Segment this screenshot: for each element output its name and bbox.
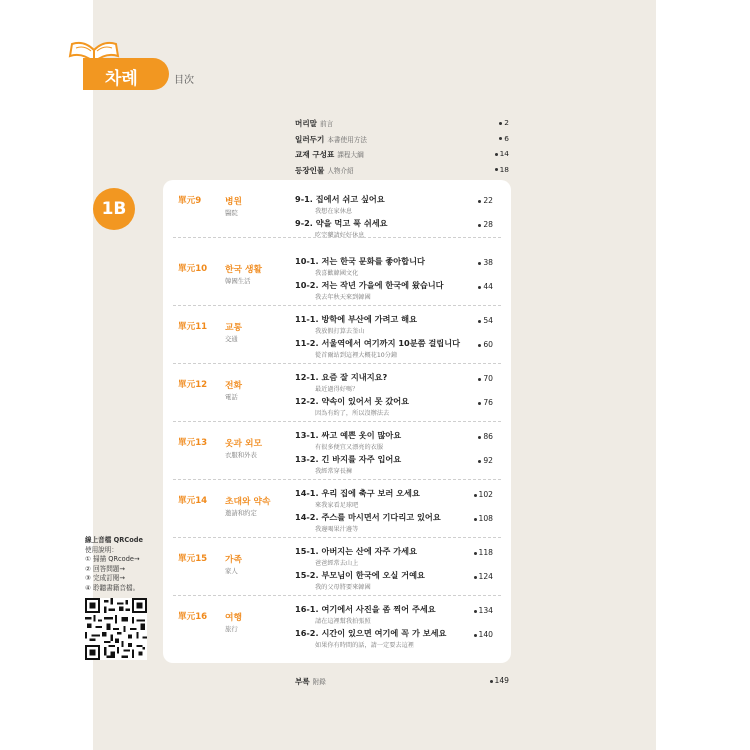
lesson-subtitle: 最近過得好嗎？ xyxy=(315,386,359,393)
lesson-item[interactable] xyxy=(295,570,505,591)
unit-section xyxy=(163,422,511,480)
lesson-item[interactable] xyxy=(295,512,505,533)
lesson-title: 10-1. 저는 한국 문화를 좋아합니다 xyxy=(295,256,425,266)
lesson-title: 13-2. 긴 바지를 자주 입어요 xyxy=(295,454,402,464)
lesson-subtitle: 我想在家休息 xyxy=(315,208,353,215)
unit-subtitle: 家人 xyxy=(225,567,238,575)
qr-code-icon[interactable] xyxy=(85,598,147,660)
lesson-subtitle: 如果你有時間的話，請一定要去這裡 xyxy=(315,642,414,649)
divider xyxy=(173,237,501,238)
page-number: 2 xyxy=(504,118,509,127)
page-number: 14 xyxy=(499,149,509,158)
lesson-title: 12-2. 약속이 있어서 못 갔어요 xyxy=(295,396,410,406)
lesson-subtitle: 來我家看足球吧 xyxy=(315,502,359,509)
lesson-subtitle: 因為有約了，所以沒辦法去 xyxy=(315,410,390,417)
bullet-dot-icon xyxy=(478,262,481,265)
unit-title: 가족 xyxy=(225,555,242,565)
unit-section xyxy=(163,364,511,422)
bullet-dot-icon xyxy=(478,344,481,347)
unit-title: 옷과 외모 xyxy=(225,439,263,449)
lesson-item[interactable] xyxy=(295,256,505,277)
lesson-item[interactable] xyxy=(295,546,505,567)
lesson-subtitle: 我邊喝果汁邊等 xyxy=(315,526,359,533)
lesson-title: 9-1. 집에서 쉬고 싶어요 xyxy=(295,194,385,204)
unit-title: 교통 xyxy=(225,323,242,333)
page-title: 차례 xyxy=(105,69,138,89)
qr-instructions xyxy=(85,536,143,593)
unit-subtitle: 醫院 xyxy=(225,209,238,217)
lesson-item[interactable] xyxy=(295,604,505,625)
lesson-title: 11-1. 방학에 부산에 가려고 해요 xyxy=(295,314,418,324)
unit-section xyxy=(163,480,511,538)
lesson-title: 12-1. 요즘 잘 지내지요? xyxy=(295,372,388,382)
lesson-title: 16-1. 여기에서 사진을 좀 찍어 주세요 xyxy=(295,604,436,614)
lesson-title: 16-2. 시간이 있으면 여기에 꼭 가 보세요 xyxy=(295,628,447,638)
lesson-title: 15-2. 부모님이 한국에 오실 거예요 xyxy=(295,570,425,580)
lesson-title: 13-1. 싸고 예쁜 옷이 많아요 xyxy=(295,430,402,440)
unit-subtitle: 韓國生活 xyxy=(225,277,251,285)
unit-label: 單元14 xyxy=(178,496,208,506)
front-matter-item[interactable]: 교재 구성표 課程大綱 14 xyxy=(295,149,509,159)
lesson-subtitle: 請在這裡幫我拍張照 xyxy=(315,618,371,625)
page-number: 60 xyxy=(483,340,493,349)
bullet-dot-icon xyxy=(474,634,477,637)
page-number: 118 xyxy=(478,548,493,557)
unit-title: 한국 생활 xyxy=(225,265,263,275)
qr-title: 線上音檔 QRCode xyxy=(85,536,143,544)
unit-label: 單元12 xyxy=(178,380,208,390)
bullet-dot-icon xyxy=(474,552,477,555)
bullet-dot-icon xyxy=(495,168,498,171)
lesson-item[interactable] xyxy=(295,218,505,239)
page-number: 54 xyxy=(483,316,493,325)
bullet-dot-icon xyxy=(478,402,481,405)
page-number: 149 xyxy=(494,676,509,685)
page-number: 108 xyxy=(478,514,493,523)
bullet-dot-icon xyxy=(478,224,481,227)
page-number: 76 xyxy=(483,398,493,407)
lesson-subtitle: 我的父母將要來韓國 xyxy=(315,584,371,591)
bullet-dot-icon xyxy=(499,122,502,125)
page-number: 92 xyxy=(483,456,493,465)
lesson-item[interactable] xyxy=(295,396,505,417)
lesson-item[interactable] xyxy=(295,430,505,451)
unit-subtitle: 電話 xyxy=(225,393,238,401)
page-number: 124 xyxy=(478,572,493,581)
page-number: 102 xyxy=(478,490,493,499)
lesson-subtitle: 我去年秋天來到韓國 xyxy=(315,294,371,301)
unit-label: 單元11 xyxy=(178,322,208,332)
bullet-dot-icon xyxy=(474,576,477,579)
bullet-dot-icon xyxy=(478,460,481,463)
lesson-title: 14-1. 우리 집에 축구 보러 오세요 xyxy=(295,488,420,498)
page-number: 134 xyxy=(478,606,493,615)
lesson-item[interactable] xyxy=(295,338,505,359)
unit-subtitle: 交通 xyxy=(225,335,238,343)
front-matter-item[interactable]: 일러두기 本書使用方法 6 xyxy=(295,133,509,144)
units-card xyxy=(163,180,511,663)
qr-subtitle: 使用說明： xyxy=(85,545,118,554)
unit-label: 單元15 xyxy=(178,554,208,564)
bullet-dot-icon xyxy=(478,286,481,289)
page-number: 140 xyxy=(478,630,493,639)
page-number: 70 xyxy=(483,374,493,383)
page-number: 18 xyxy=(499,164,509,174)
page-title-zh: 目次 xyxy=(174,75,194,86)
lesson-item[interactable] xyxy=(295,372,505,393)
unit-label: 單元16 xyxy=(178,612,208,622)
unit-label: 單元10 xyxy=(178,264,208,274)
lesson-item[interactable] xyxy=(295,488,505,509)
bullet-dot-icon xyxy=(478,320,481,323)
bullet-dot-icon xyxy=(478,200,481,203)
lesson-subtitle: 我經常穿長褲 xyxy=(315,468,353,475)
unit-subtitle: 旅行 xyxy=(225,625,238,633)
unit-title: 전화 xyxy=(225,381,242,391)
unit-section xyxy=(163,180,511,238)
bullet-dot-icon xyxy=(495,153,498,156)
page-number: 28 xyxy=(483,220,493,229)
page-number: 22 xyxy=(483,196,493,205)
lesson-subtitle: 我放假打算去釜山 xyxy=(315,328,365,335)
front-matter-item[interactable]: 머리말 前言 2 xyxy=(295,118,509,128)
qr-step: ③ 完成訂閱→ xyxy=(85,574,125,582)
page-number: 86 xyxy=(483,432,493,441)
lesson-subtitle: 吃完藥請好好休息 xyxy=(315,232,365,239)
front-matter-item[interactable]: 등장인물 人物介紹 18 xyxy=(295,164,509,175)
unit-section xyxy=(163,248,511,306)
appendix-item[interactable]: 부록 附錄 149 xyxy=(295,676,509,686)
lesson-title: 15-1. 아버지는 산에 자주 가세요 xyxy=(295,546,418,556)
bullet-dot-icon xyxy=(474,518,477,521)
page-number: 44 xyxy=(483,282,493,291)
lesson-item[interactable] xyxy=(295,280,505,301)
lesson-item[interactable] xyxy=(295,454,505,475)
lesson-title: 9-2. 약을 먹고 푹 쉬세요 xyxy=(295,218,388,228)
bullet-dot-icon xyxy=(478,378,481,381)
lesson-subtitle: 爸爸經常去山上 xyxy=(315,560,359,567)
qr-step: ④ 聆聽書籍音檔。 xyxy=(85,583,140,592)
bullet-dot-icon xyxy=(499,137,502,140)
bullet-dot-icon xyxy=(490,680,493,683)
lesson-subtitle: 有很多便宜又漂亮的衣服 xyxy=(315,444,384,451)
page-number: 38 xyxy=(483,258,493,267)
page-number: 6 xyxy=(504,133,509,143)
unit-section xyxy=(163,306,511,364)
unit-subtitle: 邀請和約定 xyxy=(225,509,257,517)
unit-title: 병원 xyxy=(225,197,242,207)
unit-title: 초대와 약속 xyxy=(225,497,271,507)
lesson-subtitle: 我喜歡韓國文化 xyxy=(315,270,359,277)
unit-subtitle: 衣服和外表 xyxy=(225,451,257,459)
unit-section xyxy=(163,538,511,596)
unit-title: 여행 xyxy=(225,613,242,623)
lesson-item[interactable] xyxy=(295,314,505,335)
lesson-title: 10-2. 저는 작년 가을에 한국에 왔습니다 xyxy=(295,280,444,290)
lesson-item[interactable] xyxy=(295,628,505,649)
front-matter-list xyxy=(295,118,525,180)
unit-label: 單元13 xyxy=(178,438,208,448)
bullet-dot-icon xyxy=(474,494,477,497)
unit-label: 單元9 xyxy=(178,196,202,206)
bullet-dot-icon xyxy=(474,610,477,613)
unit-section xyxy=(163,596,511,654)
qr-step: ② 回答問題→ xyxy=(85,564,125,573)
level-badge: 1B xyxy=(93,188,135,230)
qr-step: ① 掃描 QRcode→ xyxy=(85,555,140,563)
lesson-subtitle: 從首爾站到這裡大概花10分鐘 xyxy=(315,352,398,359)
bullet-dot-icon xyxy=(478,436,481,439)
lesson-item[interactable] xyxy=(295,194,505,215)
lesson-title: 11-2. 서울역에서 여기까지 10분쯤 걸립니다 xyxy=(295,338,461,348)
lesson-title: 14-2. 주스를 마시면서 기다리고 있어요 xyxy=(295,512,441,522)
